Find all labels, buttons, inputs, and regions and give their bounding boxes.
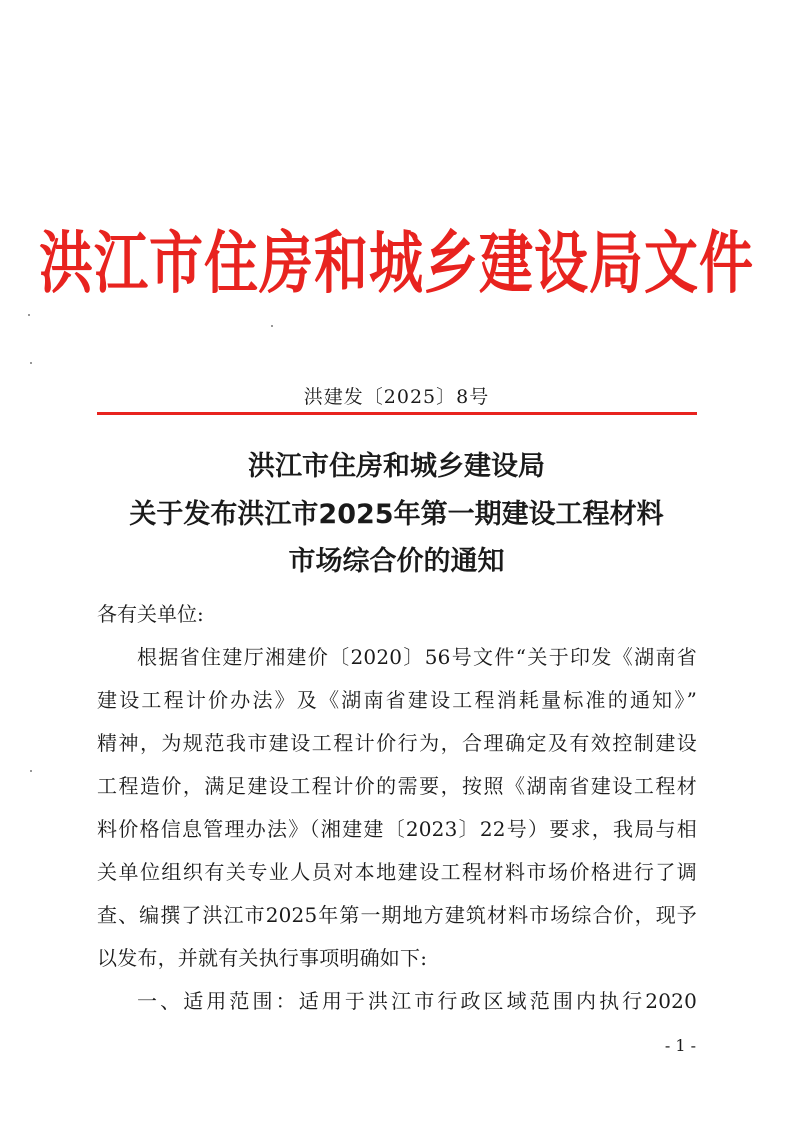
notice-title-line-3: 市场综合价的通知: [288, 546, 505, 577]
body-line: 查、编撰了洪江市2025年第一期地方建筑材料市场综合价，现予: [97, 903, 697, 927]
body-line: 工程造价，满足建设工程计价的需要，按照《湖南省建设工程材: [97, 774, 697, 798]
body-line: 根据省住建厅湘建价〔2020〕56号文件“关于印发《湖南省: [137, 645, 697, 669]
notice-title-line-2: 关于发布洪江市2025年第一期建设工程材料: [129, 499, 664, 530]
body-line: 料价格信息管理办法》（湘建建〔2023〕22号）要求，我局与相: [97, 817, 697, 841]
page-number: - 1 -: [664, 1036, 696, 1055]
body-line: 一、适用范围：适用于洪江市行政区域范围内执行2020: [137, 989, 697, 1013]
salutation: 各有关单位:: [97, 602, 204, 626]
body-line: 以发布，并就有关执行事项明确如下:: [97, 946, 428, 970]
body-line: 精神，为规范我市建设工程计价行为，合理确定及有效控制建设: [97, 731, 697, 755]
red-separator-line: [97, 412, 697, 415]
body-line: 关单位组织有关专业人员对本地建设工程材料市场价格进行了调: [97, 860, 697, 884]
document-number: 洪建发〔2025〕8号: [303, 386, 490, 408]
notice-title-line-1: 洪江市住房和城乡建设局: [248, 451, 545, 482]
masthead-title: 洪江市住房和城乡建设局文件: [39, 223, 754, 303]
body-line: 建设工程计价办法》及《湖南省建设工程消耗量标准的通知》”: [97, 688, 697, 712]
